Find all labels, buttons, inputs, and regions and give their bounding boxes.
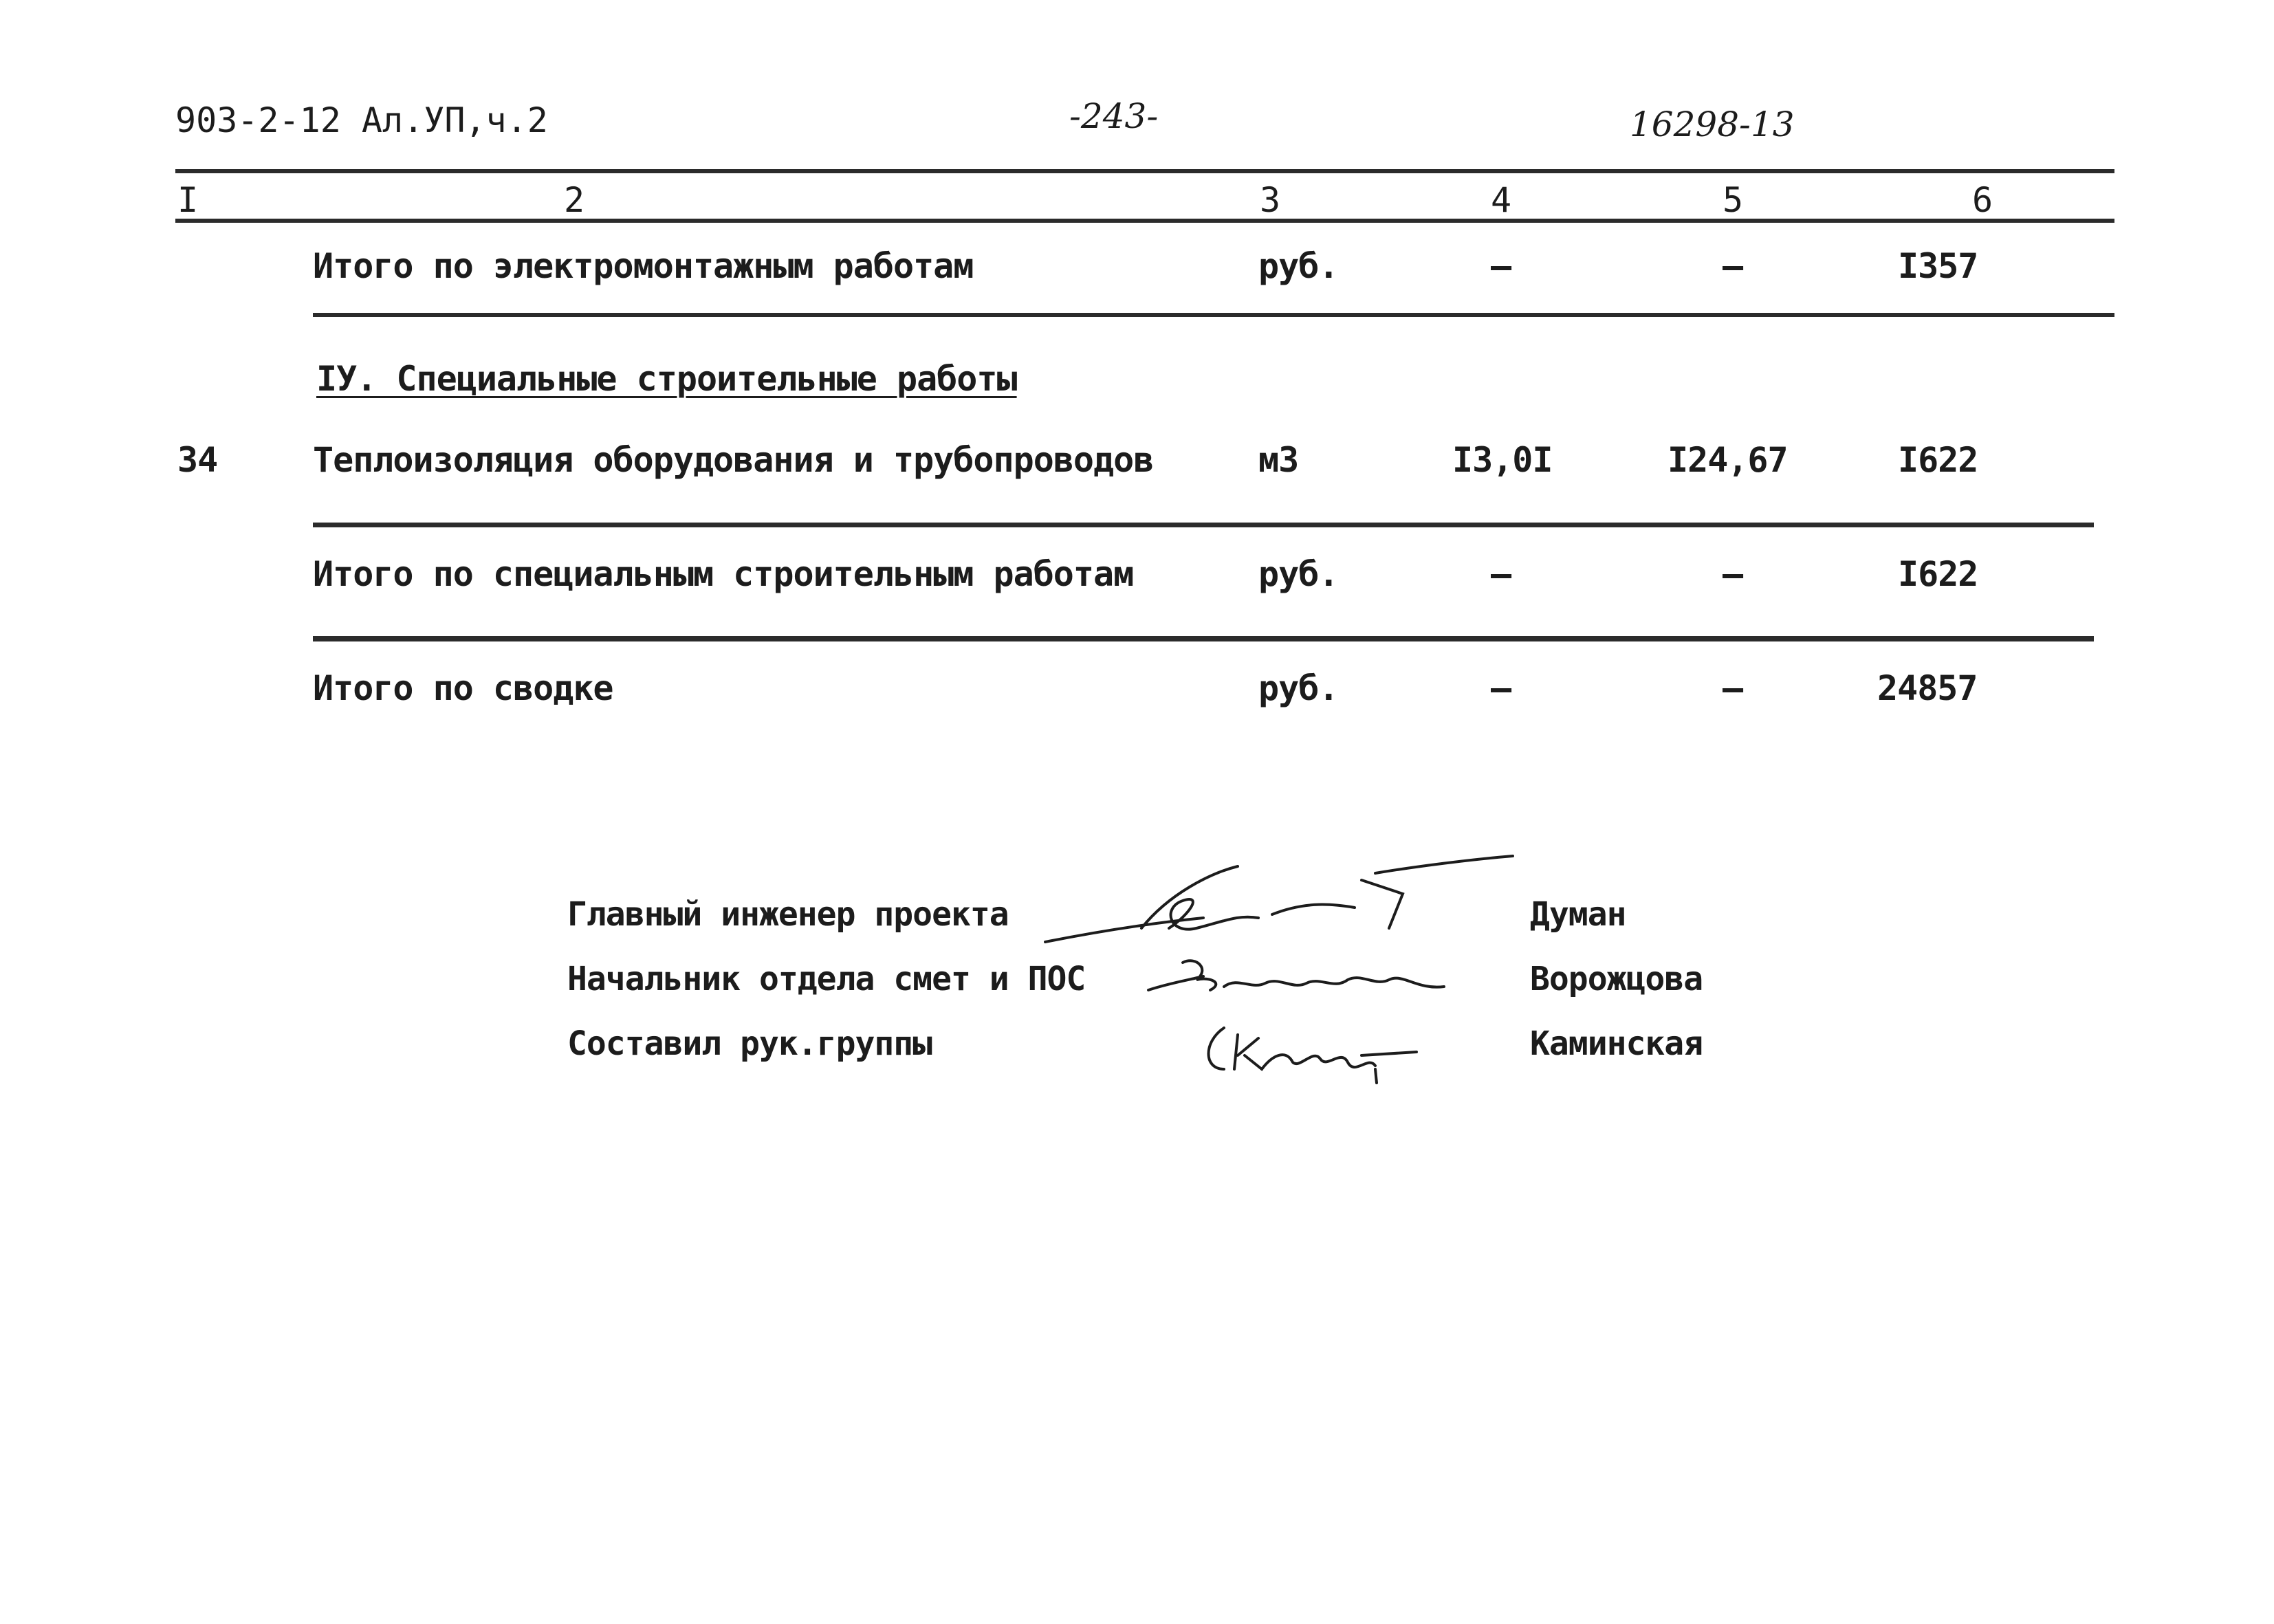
row-electrical-total-sum: I357 (1898, 246, 1978, 286)
column-number-4: 4 (1491, 180, 1512, 220)
row-34-total: I622 (1898, 440, 1978, 480)
column-number-1: I (177, 180, 199, 220)
section-heading-special-works: IУ. Специальные строительные работы (316, 359, 1017, 399)
row-34-price: I24,67 (1668, 440, 1788, 480)
row-divider-2 (313, 523, 2094, 527)
signature-role-estimates-head: Начальник отдела смет и ПОС (567, 960, 1086, 998)
row-summary-total-name: Итого по сводке (313, 668, 613, 708)
column-number-2: 2 (564, 180, 585, 220)
handwritten-signature-chief-engineer (1031, 853, 1527, 963)
row-electrical-total-price: – (1723, 246, 1743, 286)
row-special-total-price: – (1723, 554, 1743, 594)
handwritten-signature-estimates-head (1141, 949, 1458, 1011)
row-34-name: Теплоизоляция оборудования и трубопроводов (313, 440, 1154, 480)
row-summary-total-qty: – (1491, 668, 1511, 708)
column-number-5: 5 (1723, 180, 1744, 220)
row-special-total-qty: – (1491, 554, 1511, 594)
row-special-total-sum: I622 (1898, 554, 1978, 594)
row-summary-total-price: – (1723, 668, 1743, 708)
row-34-number: 34 (177, 440, 218, 480)
row-electrical-total-name: Итого по электромонтажным работам (313, 246, 974, 286)
row-34-unit: м3 (1258, 440, 1299, 480)
row-divider-1 (313, 313, 2114, 317)
registration-number: 16298-13 (1630, 105, 1795, 144)
signature-role-chief-engineer: Главный инженер проекта (567, 895, 1009, 934)
row-special-total-name: Итого по специальным строительным работам (313, 554, 1134, 594)
signature-name-duman: Думан (1530, 895, 1626, 934)
page-number: -243- (1069, 96, 1159, 136)
row-electrical-total-qty: – (1491, 246, 1511, 286)
column-number-3: 3 (1260, 180, 1281, 220)
row-electrical-total-unit: руб. (1258, 246, 1339, 286)
row-special-total-unit: руб. (1258, 554, 1339, 594)
row-divider-3 (313, 636, 2094, 641)
doc-code: 903-2-12 Ал.УП,ч.2 (175, 100, 548, 140)
signature-name-vorozhtsova: Ворожцова (1530, 960, 1703, 998)
column-number-6: 6 (1972, 180, 1993, 220)
row-34-qty: I3,0I (1452, 440, 1553, 480)
handwritten-signature-compiled-by (1196, 1014, 1430, 1090)
row-summary-total-sum: 24857 (1877, 668, 1978, 708)
header-rule-top (175, 169, 2114, 173)
signature-name-kaminskaya: Каминская (1530, 1024, 1703, 1063)
signature-role-compiled-by: Составил рук.группы (567, 1024, 932, 1063)
row-summary-total-unit: руб. (1258, 668, 1339, 708)
header-rule-bottom (175, 219, 2114, 223)
